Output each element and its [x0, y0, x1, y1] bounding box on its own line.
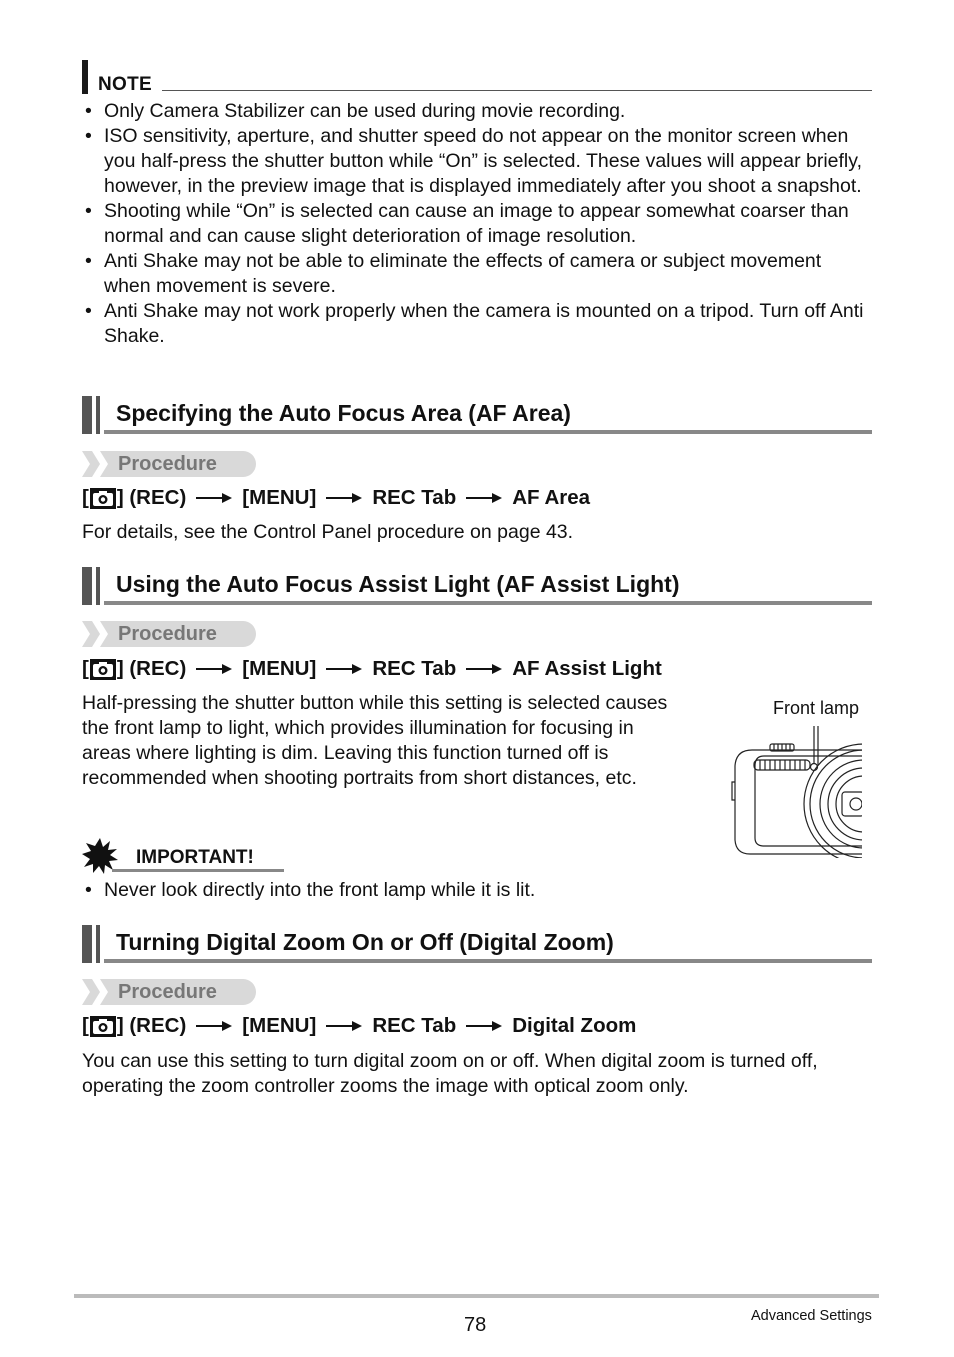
note-item: • Shooting while “On” is selected can cause an image to appear somewhat coarser than normal and can cause slight deterioration of image resolution. — [82, 199, 872, 249]
important-header — [82, 838, 292, 874]
section-title: Using the Auto Focus Assist Light (AF Assist Light) — [116, 571, 680, 597]
arrow-right-icon — [324, 492, 364, 504]
note-list — [82, 99, 872, 349]
menu-path: [ ] (REC) [MENU] REC Tab AF Area — [82, 486, 591, 509]
arrow-right-icon — [324, 1020, 364, 1032]
important-item: • Never look directly into the front lamp while it is lit. — [82, 878, 872, 903]
camera-front-lamp-figure — [722, 698, 872, 858]
arrow-right-icon — [194, 492, 234, 504]
important-list — [82, 878, 872, 903]
arrow-right-icon — [464, 1020, 504, 1032]
menu-path: [ ] (REC) [MENU] REC Tab AF Assist Light — [82, 657, 662, 680]
figure-caption: Front lamp — [773, 698, 860, 718]
arrow-right-icon — [464, 492, 504, 504]
section-title: Turning Digital Zoom On or Off (Digital Zoom) — [116, 929, 614, 955]
note-item: • Anti Shake may not be able to eliminate the effects of camera or subject movement when movement is severe. — [82, 249, 872, 299]
section-heading-digital-zoom — [82, 925, 872, 965]
note-label: NOTE — [98, 74, 152, 95]
note-item: • ISO sensitivity, aperture, and shutter speed do not appear on the monitor screen when you half-press the shutter button while “On” is selected. These values will appear briefly, however, in the preview image that is displayed immediately after you shoot a snapshot. — [82, 124, 872, 199]
note-item: • Anti Shake may not work properly when the camera is mounted on a tripod. Turn off Anti Shake. — [82, 299, 872, 349]
procedure-label: Procedure — [82, 979, 256, 1005]
note-header — [82, 60, 872, 94]
procedure-label: Procedure — [82, 621, 256, 647]
note-item: • Only Camera Stabilizer can be used during movie recording. — [82, 99, 872, 124]
page-number: 78 — [464, 1314, 487, 1336]
note-rule — [162, 90, 872, 91]
footer-section-name: Advanced Settings — [751, 1308, 872, 1324]
section-title: Specifying the Auto Focus Area (AF Area) — [116, 400, 571, 426]
menu-path: [ ] (REC) [MENU] REC Tab Digital Zoom — [82, 1014, 637, 1037]
procedure-label: Procedure — [82, 451, 256, 477]
camera-illustration-icon — [722, 722, 872, 858]
arrow-right-icon — [324, 663, 364, 675]
camera-icon — [90, 1016, 116, 1037]
camera-icon — [90, 488, 116, 509]
note-bar — [82, 60, 88, 94]
body-text: You can use this setting to turn digital zoom on or off. When digital zoom is turned off, operating the zoom controller zooms the image with optical zoom only. — [82, 1050, 818, 1097]
body-text: Half-pressing the shutter button while this setting is selected causes the front lamp to light, which provides illumination for focusing in areas where lighting is dim. Leaving this function turned off is recommended when shooting portraits from short distances, etc. — [82, 692, 668, 789]
arrow-right-icon — [194, 1020, 234, 1032]
arrow-right-icon — [464, 663, 504, 675]
arrow-right-icon — [194, 663, 234, 675]
footer-rule — [74, 1294, 879, 1298]
section-heading-af-assist-light — [82, 567, 872, 607]
important-label: IMPORTANT! — [136, 847, 254, 868]
body-text: For details, see the Control Panel procedure on page 43. — [82, 521, 574, 543]
camera-icon — [90, 659, 116, 680]
section-heading-af-area — [82, 396, 872, 436]
